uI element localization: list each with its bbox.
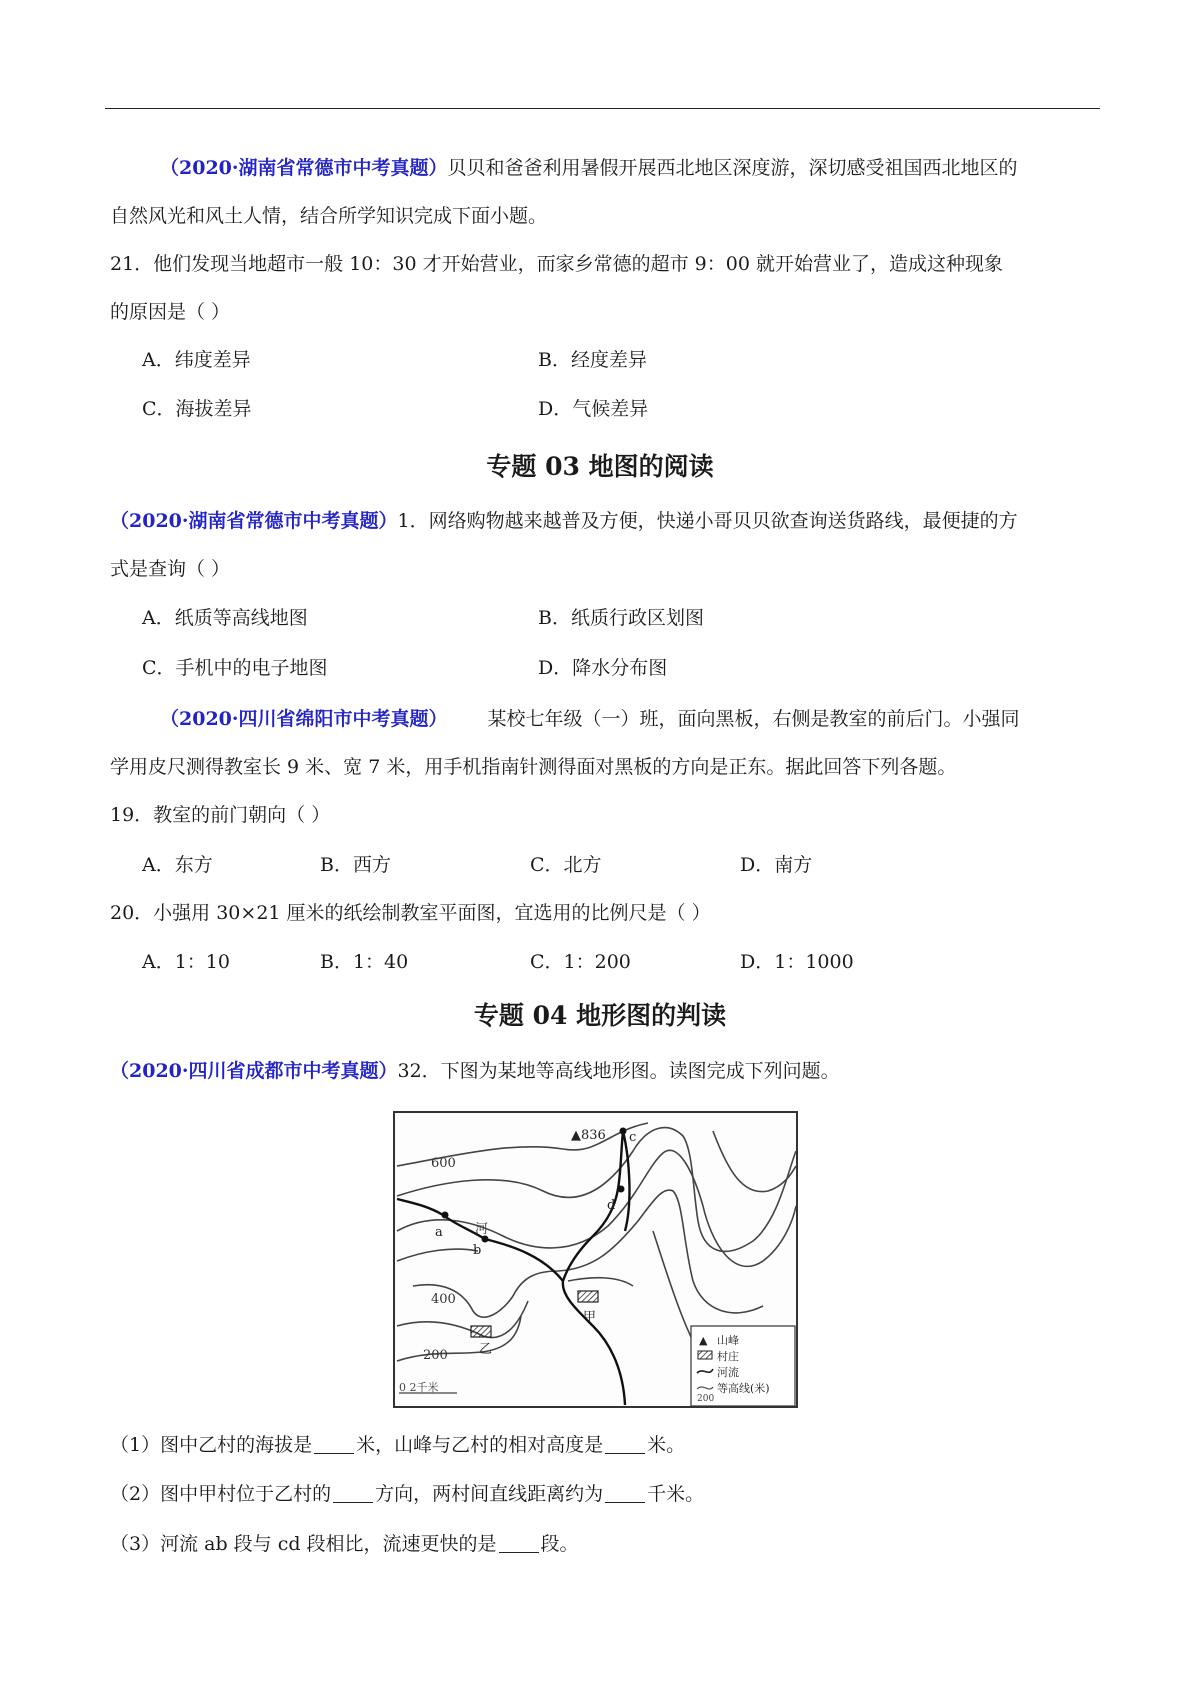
- village-jia-symbol: [578, 1291, 598, 1302]
- answer-blank[interactable]: [333, 1484, 373, 1503]
- sub2-text-a: （2）图中甲村位于乙村的: [110, 1483, 332, 1505]
- sub2-text-c: 千米。: [647, 1483, 705, 1505]
- point-d-dot: [618, 1186, 625, 1193]
- contour-label-200: 200: [423, 1348, 448, 1363]
- village-yi-label: 乙: [479, 1342, 493, 1357]
- answer-blank[interactable]: [314, 1435, 354, 1454]
- legend-river: 河流: [717, 1366, 739, 1379]
- header-rule: [105, 108, 1100, 109]
- q1-option-b: B．纸质行政区划图: [538, 607, 704, 629]
- topic03-q1-line1: [110, 508, 1018, 534]
- point-d-label: d: [607, 1198, 616, 1213]
- answer-blank[interactable]: [605, 1484, 645, 1503]
- intro-text: 贝贝和爸爸利用暑假开展西北地区深度游，深切感受祖国西北地区的: [447, 157, 1018, 179]
- sub-question-3: [110, 1531, 579, 1557]
- q19-option-d: D．南方: [740, 854, 813, 876]
- contour-label-600: 600: [431, 1156, 456, 1171]
- source-tag: （2020·湖南省常德市中考真题）: [110, 510, 398, 532]
- q20-option-c: C．1：200: [530, 951, 631, 973]
- topic03-q1-line2: 式是查询（ ）: [110, 558, 231, 580]
- legend-peak: 山峰: [717, 1334, 739, 1347]
- sub-question-1: [110, 1432, 685, 1458]
- source-tag: （2020·四川省成都市中考真题）: [110, 1060, 398, 1082]
- q19-option-b: B．西方: [320, 854, 391, 876]
- topic-04-title: 专题 04 地形图的判读: [473, 1001, 727, 1030]
- river-label: 河: [475, 1222, 489, 1237]
- q20-option-b: B．1：40: [320, 951, 409, 973]
- sub1-text-c: 米。: [647, 1434, 686, 1456]
- q21-option-c: C．海拔差异: [142, 398, 252, 420]
- legend-contour-value: 200: [697, 1394, 715, 1404]
- village-yi-symbol: [471, 1326, 491, 1337]
- q21-option-d: D．气候差异: [538, 398, 649, 420]
- question-text: 1．网络购物越来越普及方便，快递小哥贝贝欲查询送货路线，最便捷的方: [397, 510, 1018, 532]
- sub2-text-b: 方向，两村间直线距离约为: [375, 1483, 604, 1505]
- topic04-q32: [110, 1058, 840, 1084]
- legend-contour: 等高线(米): [717, 1382, 770, 1395]
- block3-intro-line1: [160, 706, 1020, 732]
- answer-blank[interactable]: [499, 1534, 539, 1553]
- question-21-line2: 的原因是（ ）: [110, 301, 231, 323]
- question-19: 19．教室的前门朝向（ ）: [110, 804, 331, 826]
- q21-option-a: A．纬度差异: [142, 349, 251, 371]
- q21-option-b: B．经度差异: [538, 349, 647, 371]
- q1-option-c: C．手机中的电子地图: [142, 657, 328, 679]
- sub1-text-b: 米，山峰与乙村的相对高度是: [356, 1434, 604, 1456]
- legend-village-symbol: [698, 1351, 712, 1359]
- q1-option-d: D．降水分布图: [538, 657, 668, 679]
- source-tag: （2020·湖南省常德市中考真题）: [160, 157, 448, 179]
- question-text: 32．下图为某地等高线地形图。读图完成下列问题。: [397, 1060, 840, 1082]
- contour-label-400: 400: [431, 1292, 456, 1307]
- q20-option-d: D．1：1000: [740, 951, 854, 973]
- village-jia-label: 甲: [583, 1310, 597, 1325]
- svg-text:▲: ▲: [699, 1334, 708, 1347]
- sub3-text-b: 段。: [540, 1533, 579, 1555]
- q20-option-a: A．1：10: [142, 951, 230, 973]
- block3-intro-line2: 学用皮尺测得教室长 9 米、宽 7 米，用手机指南针测得面对黑板的方向是正东。据此回答下列各题。: [110, 756, 957, 778]
- legend-box: [691, 1326, 795, 1406]
- point-c-label: c: [629, 1130, 637, 1145]
- peak-label: ▲836: [571, 1128, 606, 1143]
- topic-03-title: 专题 03 地图的阅读: [486, 452, 714, 481]
- sub1-text-a: （1）图中乙村的海拔是: [110, 1434, 313, 1456]
- contour-map-figure: [393, 1111, 799, 1409]
- answer-blank[interactable]: [605, 1435, 645, 1454]
- intro-text: 某校七年级（一）班，面向黑板，右侧是教室的前后门。小强同: [487, 708, 1020, 730]
- block1-intro-line1: [160, 155, 1018, 181]
- point-b-label: b: [473, 1243, 482, 1258]
- q19-option-a: A．东方: [142, 854, 213, 876]
- question-20: 20．小强用 30×21 厘米的纸绘制教室平面图，宜选用的比例尺是（ ）: [110, 902, 711, 924]
- question-21-line1: 21．他们发现当地超市一般 10：30 才开始营业，而家乡常德的超市 9：00 就开始营业了，造成这种现象: [110, 253, 1003, 275]
- q19-option-c: C．北方: [530, 854, 602, 876]
- point-a-dot: [442, 1212, 449, 1219]
- sub3-text-a: （3）河流 ab 段与 cd 段相比，流速更快的是: [110, 1533, 497, 1555]
- source-tag: （2020·四川省绵阳市中考真题）: [160, 708, 448, 730]
- point-c-dot: [620, 1128, 627, 1135]
- q1-option-a: A．纸质等高线地图: [142, 607, 308, 629]
- legend-village: 村庄: [717, 1350, 739, 1363]
- block1-intro-line2: 自然风光和风土人情，结合所学知识完成下面小题。: [110, 205, 548, 227]
- scale-text: 0 2千米: [399, 1381, 439, 1394]
- point-a-label: a: [435, 1225, 443, 1240]
- sub-question-2: [110, 1481, 704, 1507]
